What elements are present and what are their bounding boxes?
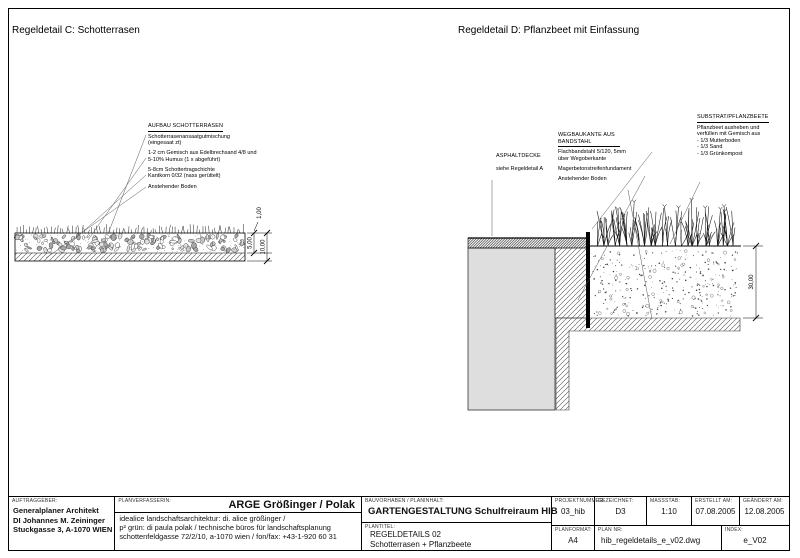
meta-erstellt: ERSTELLT AM: 07.08.2005 (692, 497, 740, 525)
meta-massstab: MASSSTAB: 1:10 (647, 497, 692, 525)
annotation-edge-heading: WEGBAUKANTE AUS BANDSTAHL (558, 132, 620, 147)
dim-c-2: 5,00 (247, 237, 254, 249)
annotation-aufbau-heading: AUFBAU SCHOTTERRASEN (148, 123, 223, 132)
detail-d-title: Regeldetail D: Pflanzbeet mit Einfassung (458, 25, 640, 36)
meta-plandatei: PLAN NR: hib_regeldetails_e_v02.dwg (595, 526, 722, 550)
titleblock-meta (552, 497, 789, 550)
annotation-substrate-heading: SUBSTRAT/PFLANZBEETE (697, 114, 769, 123)
client-lines: Generalplaner Architekt DI Johannes M. Zeininger Stuckgasse 3, A-1070 WIEN (13, 506, 113, 535)
meta-geaendert: GEÄNDERT AM: 12.08.2005 (743, 498, 785, 516)
titleblock-client (9, 497, 115, 550)
annotation-edge-lines: Flachbandstahl 5/120, 5mm über Wegoberkante Magerbetonstreifenfundament Anstehender Boden (558, 149, 632, 182)
author-header: PLANVERFASSERIN: (118, 498, 171, 504)
annotation-substrate-lines: Pflanzbeet ausheben und verfüllen mit Gemisch aus - 1/3 Mutterboden - 1/3 Sand - 1/3 Grünkompost (697, 124, 761, 157)
titleblock-author (115, 497, 362, 550)
meta-index: INDEX: e_V02 (725, 527, 767, 546)
client-header: AUFTRAGGEBER: (12, 498, 58, 504)
plan-title-lines: REGELDETAILS 02 Schotterrasen + Pflanzbeete (370, 530, 472, 549)
meta-gezeichnet: GEZEICHNET: D3 (595, 497, 647, 525)
meta-projektnummer: PROJEKTNUMMER: 03_hib (552, 497, 595, 525)
annotation-asphalt-heading: ASPHALTDECKE (496, 153, 541, 159)
plan-title-header: PLANTITEL: (365, 524, 396, 530)
meta-planformat: PLANFORMAT: A4 (552, 526, 595, 550)
dim-c-3: 10,00 (260, 239, 267, 255)
detail-c-title: Regeldetail C: Schotterrasen (12, 25, 140, 36)
titleblock-project (362, 497, 558, 550)
project-name: GARTENGESTALTUNG Schulfreiraum HIB (368, 506, 558, 517)
dim-d-1: 30,00 (749, 274, 755, 290)
annotation-asphalt-lines: siehe Regeldetail A (496, 166, 544, 172)
dim-c-1: 1,00 (257, 207, 263, 219)
sheet-border (8, 8, 790, 551)
author-lines: idealice landschaftsarchitektur: di. alice größinger / p² grün: di paula polak / technische büros für landschaftsplanung schottenfeldgasse 72/2/10, a-1070 wien / fon/fax: +43-1-920 60 31 (119, 514, 337, 541)
titleblock (9, 496, 789, 550)
author-firm: ARGE Größinger / Polak (115, 497, 361, 513)
annotation-aufbau-lines: Schotterrasenansaatgutmischung (eingesaat zt) 1-2 cm Gemisch aus Edelbrechsand 4/8 und 5-10% Humus (1 x abgeführt) 5-8cm Schottertragschichte Kantkorn 0/32 (nass gerüttelt) Anstehender Boden (148, 133, 257, 190)
project-header: BAUVORHABEN / PLANINHALT: (365, 498, 444, 504)
